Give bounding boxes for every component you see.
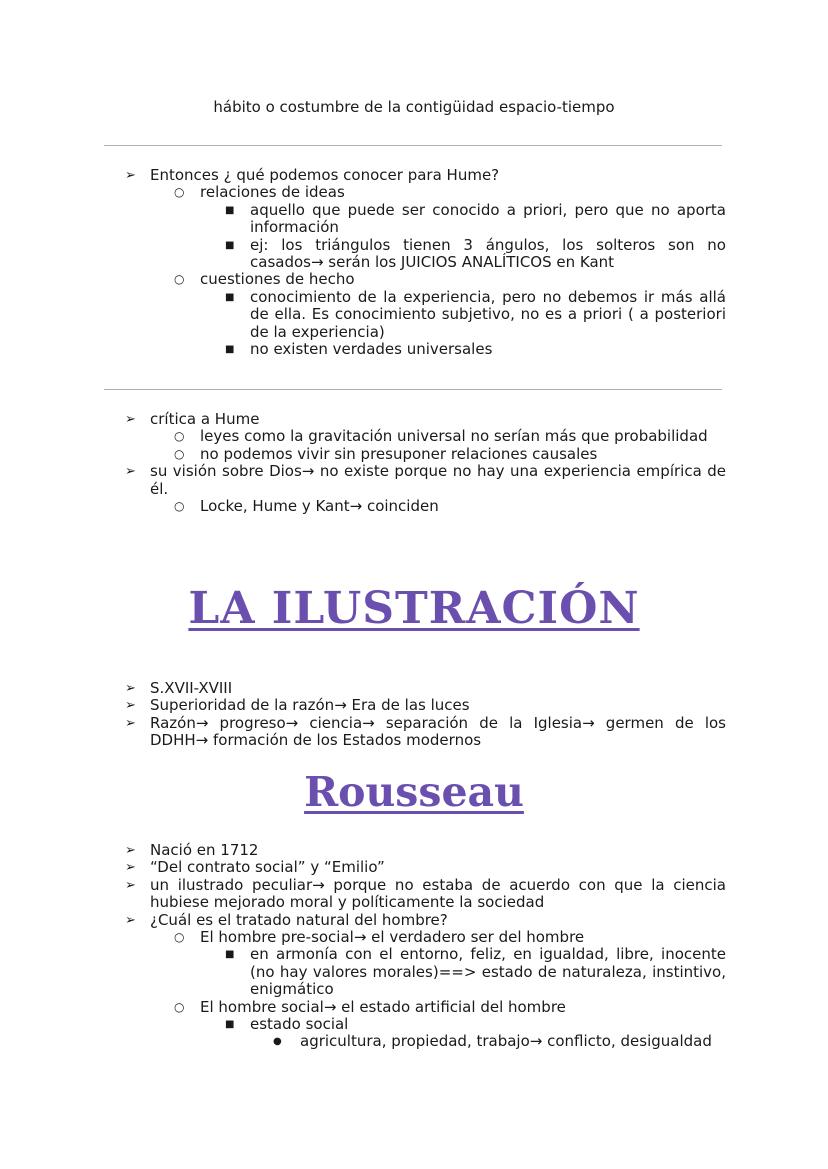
intro-line: hábito o costumbre de la contigüidad espacio-tiempo: [213, 98, 615, 116]
square-bullet-icon: ■: [225, 344, 235, 356]
list-item: [125, 411, 726, 428]
arrow-bullet-icon: ➢: [125, 843, 136, 858]
rousseau-section: [125, 842, 726, 1051]
list-item-text: Nació en 1712: [150, 841, 259, 859]
list-item-text: ¿Cuál es el tratado natural del hombre?: [150, 910, 448, 929]
list-item: [125, 697, 726, 714]
list-item-text: aquello que puede ser conocido a priori, pero que no aporta información: [250, 200, 726, 237]
list-item: [125, 498, 726, 515]
circle-bullet-icon: ○: [174, 499, 185, 514]
list-item: [125, 271, 726, 288]
list-item: [125, 446, 726, 463]
list-item: [125, 1016, 726, 1033]
circle-bullet-icon: ○: [174, 429, 185, 444]
section-heading-ilustracion: LA ILUSTRACIÓN: [188, 583, 640, 634]
square-bullet-icon: ■: [225, 1019, 235, 1031]
list-item: [125, 428, 726, 445]
list-item: [125, 842, 726, 859]
hume-critique-section: [125, 411, 726, 515]
facts-label: cuestiones de hecho: [200, 270, 355, 289]
circle-bullet-icon: ○: [174, 999, 185, 1014]
ideas-label: relaciones de ideas: [200, 183, 345, 202]
list-item-text: crítica a Hume: [150, 410, 260, 428]
arrow-bullet-icon: ➢: [125, 877, 136, 893]
list-item: [125, 877, 726, 912]
list-item-text: El hombre social→ el estado artificial del hombre: [200, 997, 566, 1016]
circle-bullet-icon: ○: [174, 272, 185, 287]
list-item-text: su visión sobre Dios→ no existe porque no hay una experiencia empírica de él.: [150, 462, 726, 498]
list-item: [125, 1033, 726, 1050]
circle-bullet-icon: ○: [174, 930, 185, 945]
list-item: [125, 715, 726, 750]
list-item: [125, 859, 726, 876]
section-heading-rousseau: Rousseau: [304, 768, 524, 816]
square-bullet-icon: ■: [225, 291, 235, 303]
list-item-text: Razón→ progreso→ ciencia→ separación de la Iglesia→ germen de los DDHH→ formación de los Estados modernos: [150, 713, 726, 750]
list-item-text: leyes como la gravitación universal no serían más que probabilidad: [200, 427, 708, 446]
list-item-text: S.XVII-XVIII: [150, 679, 233, 697]
list-item-text: no podemos vivir sin presuponer relaciones causales: [200, 444, 598, 463]
arrow-bullet-icon: ➢: [125, 860, 136, 876]
dot-bullet-icon: ●: [273, 1036, 282, 1048]
list-item: [125, 946, 726, 998]
list-item: [125, 999, 726, 1016]
list-item: [125, 929, 726, 946]
list-item-text: en armonía con el entorno, feliz, en igualdad, libre, inocente (no hay valores morales)==> estado de naturaleza, instintivo, enigmático: [250, 945, 726, 999]
list-item-text: Locke, Hume y Kant→ coinciden: [200, 497, 439, 516]
square-bullet-icon: ■: [225, 239, 235, 251]
square-bullet-icon: ■: [225, 949, 235, 961]
list-item-text: Superioridad de la razón→ Era de las luces: [150, 696, 470, 715]
arrow-bullet-icon: ➢: [125, 168, 136, 183]
list-item-text: un ilustrado peculiar→ porque no estaba de acuerdo con que la ciencia hubiese mejorado moral y políticamente la sociedad: [150, 875, 726, 912]
circle-bullet-icon: ○: [174, 446, 185, 461]
arrow-bullet-icon: ➢: [125, 681, 136, 696]
list-item: [125, 912, 726, 929]
list-item-text: ej: los triángulos tienen 3 ángulos, los solteros son no casados→ serán los JUICIOS ANALÍTICOS en Kant: [250, 235, 726, 272]
list-item-text: agricultura, propiedad, trabajo→ conflicto, desigualdad: [300, 1032, 712, 1051]
arrow-bullet-icon: ➢: [125, 464, 136, 480]
ilustracion-section: [125, 680, 726, 750]
list-item: [125, 463, 726, 498]
horizontal-divider: [104, 145, 722, 146]
arrow-bullet-icon: ➢: [125, 412, 136, 427]
list-item-text: estado social: [250, 1015, 349, 1034]
list-item: [125, 202, 726, 237]
question-text: Entonces ¿ qué podemos conocer para Hume?: [150, 166, 500, 184]
list-item: [125, 237, 726, 272]
list-item: [125, 184, 726, 201]
list-item: [125, 289, 726, 341]
square-bullet-icon: ■: [225, 204, 235, 216]
list-item: [125, 680, 726, 697]
arrow-bullet-icon: ➢: [125, 698, 136, 714]
arrow-bullet-icon: ➢: [125, 912, 136, 928]
list-item: [125, 167, 726, 184]
list-item-text: El hombre pre-social→ el verdadero ser del hombre: [200, 928, 585, 947]
arrow-bullet-icon: ➢: [125, 715, 136, 731]
list-item-text: conocimiento de la experiencia, pero no debemos ir más allá de ella. Es conocimiento subjetivo, no es a priori ( a posteriori de la experiencia): [250, 287, 726, 341]
circle-bullet-icon: ○: [174, 185, 185, 200]
horizontal-divider: [104, 389, 722, 390]
list-item-text: no existen verdades universales: [250, 340, 493, 359]
hume-knowledge-section: [125, 167, 726, 358]
list-item-text: “Del contrato social” y “Emilio”: [150, 858, 385, 877]
list-item: [125, 341, 726, 358]
